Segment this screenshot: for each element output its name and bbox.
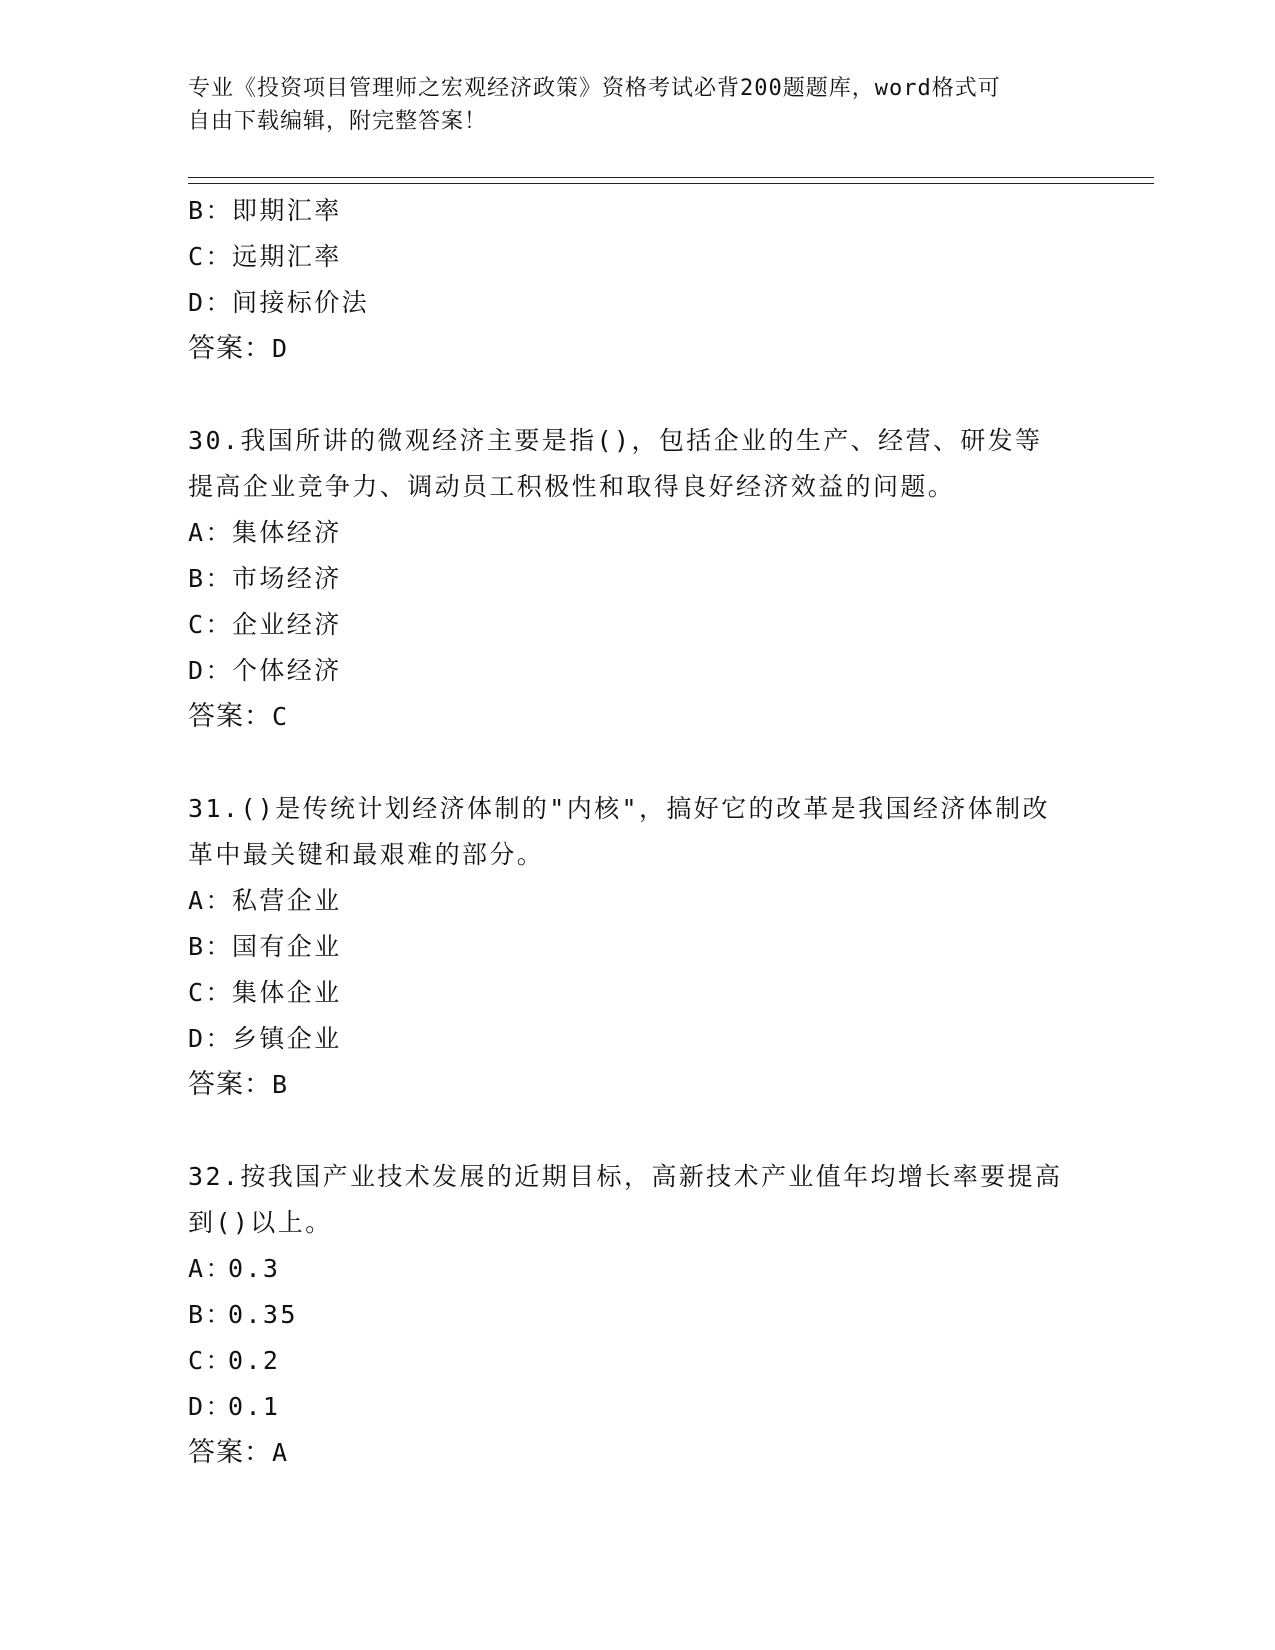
answer-line	[188, 694, 1088, 740]
answer-label: 答案：	[188, 701, 272, 732]
answer-label: 答案：	[188, 1069, 272, 1100]
option-key: C：	[188, 610, 233, 639]
option-text: 个体经济	[232, 656, 342, 685]
option-key: A：	[188, 1254, 233, 1283]
question-30-block	[188, 418, 1088, 740]
answer-value: C	[272, 702, 289, 731]
option-text: 乡镇企业	[232, 1024, 342, 1053]
prev-question-block	[188, 188, 1088, 372]
option-text: 0.1	[228, 1392, 281, 1421]
option-key: B：	[188, 932, 233, 961]
answer-value: B	[272, 1070, 289, 1099]
answer-line	[188, 1430, 1088, 1476]
option-key: D：	[188, 288, 233, 317]
option-key: A：	[188, 518, 233, 547]
answer-line	[188, 326, 1088, 372]
option-text: 0.2	[228, 1346, 281, 1375]
option-key: C：	[188, 978, 233, 1007]
option-key: C：	[188, 242, 233, 271]
option-c	[188, 602, 1088, 648]
option-text: 国有企业	[232, 932, 342, 961]
header-rule-top	[188, 177, 1154, 178]
option-b	[188, 924, 1088, 970]
spacer	[188, 740, 1088, 786]
option-text: 0.35	[228, 1300, 298, 1329]
option-c	[188, 234, 1088, 280]
document-header	[188, 72, 1088, 138]
option-text: 集体企业	[232, 978, 342, 1007]
document-body	[188, 188, 1088, 1476]
option-d	[188, 648, 1088, 694]
header-rule-bottom	[188, 183, 1154, 184]
option-d	[188, 280, 1088, 326]
option-text: 企业经济	[232, 610, 342, 639]
option-key: B：	[188, 196, 233, 225]
question-text: 31.()是传统计划经济体制的"内核"，搞好它的改革是我国经济体制改革中最关键和最艰难的部分。	[188, 794, 1050, 869]
answer-value: A	[272, 1438, 289, 1467]
option-key: B：	[188, 1300, 233, 1329]
question-32-block	[188, 1154, 1088, 1476]
option-text: 间接标价法	[232, 288, 370, 317]
option-d	[188, 1384, 1088, 1430]
question-text: 30.我国所讲的微观经济主要是指()，包括企业的生产、经营、研发等提高企业竞争力、调动员工积极性和取得良好经济效益的问题。	[188, 426, 1043, 501]
option-text: 私营企业	[232, 886, 342, 915]
option-b	[188, 1292, 1088, 1338]
answer-line	[188, 1062, 1088, 1108]
answer-value: D	[272, 334, 289, 363]
option-b	[188, 188, 1088, 234]
option-a	[188, 878, 1088, 924]
spacer	[188, 372, 1088, 418]
option-text: 市场经济	[232, 564, 342, 593]
option-key: B：	[188, 564, 233, 593]
answer-label: 答案：	[188, 1437, 272, 1468]
option-key: C：	[188, 1346, 233, 1375]
header-line-1: 专业《投资项目管理师之宏观经济政策》资格考试必背200题题库，word格式可	[188, 76, 1001, 101]
option-d	[188, 1016, 1088, 1062]
option-key: D：	[188, 656, 233, 685]
option-text: 0.3	[228, 1254, 281, 1283]
option-text: 远期汇率	[232, 242, 342, 271]
option-a	[188, 510, 1088, 556]
option-key: D：	[188, 1024, 233, 1053]
option-c	[188, 970, 1088, 1016]
option-a	[188, 1246, 1088, 1292]
option-c	[188, 1338, 1088, 1384]
answer-label: 答案：	[188, 333, 272, 364]
option-text: 集体经济	[232, 518, 342, 547]
option-key: A：	[188, 886, 233, 915]
option-text: 即期汇率	[232, 196, 342, 225]
header-line-2: 自由下载编辑，附完整答案！	[188, 109, 488, 134]
question-text: 32.按我国产业技术发展的近期目标，高新技术产业值年均增长率要提高到()以上。	[188, 1162, 1063, 1237]
spacer	[188, 1108, 1088, 1154]
option-key: D：	[188, 1392, 233, 1421]
option-b	[188, 556, 1088, 602]
question-31-block	[188, 786, 1088, 1108]
